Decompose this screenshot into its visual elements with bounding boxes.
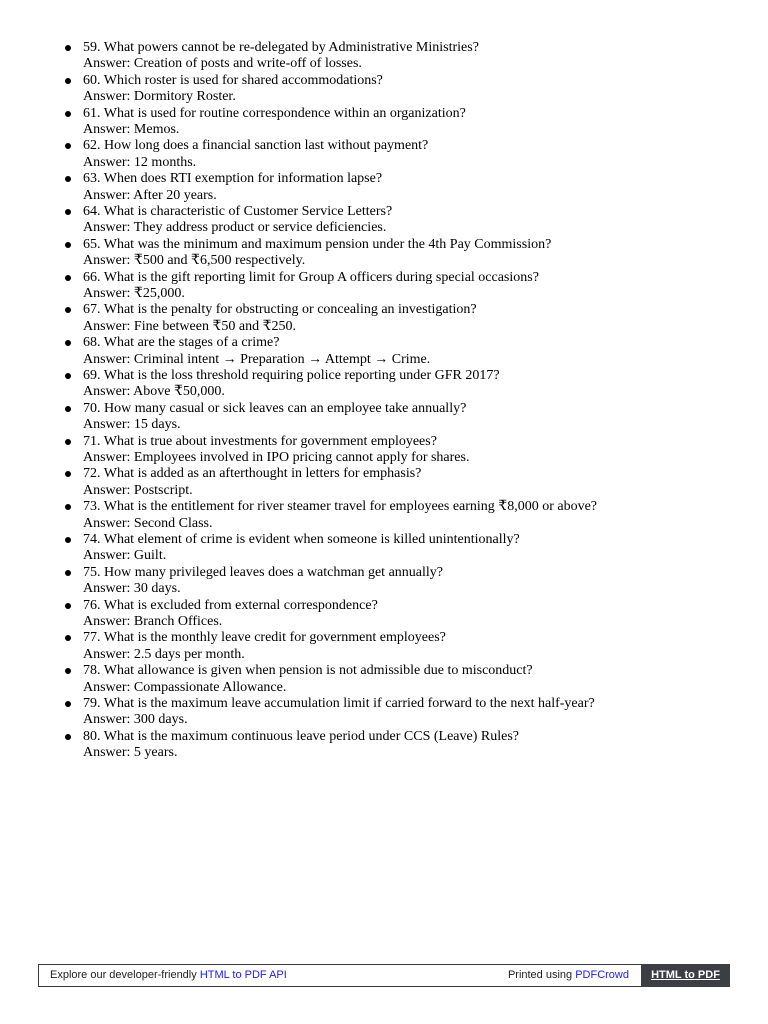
list-item [83,466,753,499]
list-item [83,204,753,237]
footer-printed-text: Printed using [507,969,576,981]
question-text: 76. What is excluded from external correspondence? [83,597,378,613]
answer-text: Answer: Branch Offices. [83,613,223,629]
bullet-icon [65,307,71,313]
list-item [83,499,753,532]
question-text: 77. What is the monthly leave credit for government employees? [83,630,446,646]
bullet-icon [65,143,71,149]
list-item [83,270,753,303]
list-item [83,630,753,663]
question-text: 73. What is the entitlement for river steamer travel for employees earning ₹8,000 or above? [83,499,598,515]
question-text: 78. What allowance is given when pension is not admissible due to misconduct? [83,663,533,679]
question-text: 62. How long does a financial sanction last without payment? [83,138,429,154]
list-item [83,40,753,73]
answer-text: Answer: Criminal intent → Preparation → Attempt → Crime. [83,351,431,367]
list-item [83,302,753,335]
answer-text: Answer: 300 days. [83,712,188,728]
bullet-icon [65,242,71,248]
list-item [83,598,753,631]
bullet-icon [65,734,71,740]
footer-printed [508,969,629,981]
bullet-icon [65,668,71,674]
bullet-icon [65,439,71,445]
answer-text: Answer: They address product or service deficiencies. [83,220,387,236]
list-item [83,171,753,204]
question-text: 63. When does RTI exemption for information lapse? [83,171,383,187]
list-item [83,335,753,368]
list-item [83,138,753,171]
answer-text: Answer: After 20 years. [83,187,217,203]
answer-text: Answer: Dormitory Roster. [83,89,236,105]
pdfcrowd-link[interactable]: PDFCrowd [575,969,629,981]
question-text: 60. Which roster is used for shared accommodations? [83,72,383,88]
list-item [83,434,753,467]
question-text: 70. How many casual or sick leaves can an employee take annually? [83,400,467,416]
list-item [83,696,753,729]
bullet-icon [65,176,71,182]
footer-explore [50,969,287,981]
footer-explore-text: Explore our developer-friendly [50,969,200,981]
bullet-icon [65,275,71,281]
list-item [83,729,753,762]
answer-text: Answer: 30 days. [83,581,181,597]
bullet-icon [65,111,71,117]
question-text: 79. What is the maximum leave accumulation limit if carried forward to the next half-year? [83,695,595,711]
question-text: 65. What was the minimum and maximum pension under the 4th Pay Commission? [83,236,552,252]
list-item [83,368,753,401]
question-text: 68. What are the stages of a crime? [83,335,280,351]
answer-text: Answer: ₹500 and ₹6,500 respectively. [83,253,306,269]
answer-text: Answer: Postscript. [83,482,193,498]
list-item [83,565,753,598]
question-text: 61. What is used for routine correspondence within an organization? [83,105,466,121]
bullet-icon [65,373,71,379]
question-text: 80. What is the maximum continuous leave period under CCS (Leave) Rules? [83,728,519,744]
bullet-icon [65,635,71,641]
answer-text: Answer: Memos. [83,122,180,137]
question-text: 74. What element of crime is evident when someone is killed unintentionally? [83,531,520,547]
bullet-icon [65,78,71,84]
question-text: 75. How many privileged leaves does a watchman get annually? [83,564,443,580]
list-item [83,237,753,270]
list-item [83,106,753,139]
html-to-pdf-api-link[interactable]: HTML to PDF API [199,969,287,981]
list-item [83,663,753,696]
answer-text: Answer: Second Class. [83,515,213,531]
bullet-icon [65,340,71,346]
question-text: 59. What powers cannot be re-delegated by Administrative Ministries? [83,40,479,55]
bullet-icon [65,537,71,543]
bullet-icon [65,406,71,412]
answer-text: Answer: Guilt. [83,548,167,564]
answer-text: Answer: 12 months. [83,154,197,170]
html-to-pdf-button[interactable]: HTML to PDF [641,964,730,987]
answer-text: Answer: Creation of posts and write-off of losses. [83,56,362,72]
answer-text: Answer: Compassionate Allowance. [83,679,287,695]
list-item [83,401,753,434]
question-text: 64. What is characteristic of Customer Service Letters? [83,203,393,219]
answer-text: Answer: 15 days. [83,417,181,433]
bullet-icon [65,570,71,576]
answer-text: Answer: ₹25,000. [83,285,185,301]
answer-text: Answer: Employees involved in IPO pricing cannot apply for shares. [83,449,470,465]
answer-text: Answer: 2.5 days per month. [83,646,245,662]
list-item [83,532,753,565]
list-item [83,73,753,106]
question-text: 69. What is the loss threshold requiring police reporting under GFR 2017? [83,367,500,383]
question-text: 66. What is the gift reporting limit for Group A officers during special occasions? [83,269,539,285]
pdf-footer-bar [38,964,730,987]
answer-text: Answer: Above ₹50,000. [83,384,225,400]
qa-list [0,40,753,762]
bullet-icon [65,209,71,215]
question-text: 72. What is added as an afterthought in letters for emphasis? [83,466,422,482]
bullet-icon [65,45,71,51]
question-text: 67. What is the penalty for obstructing or concealing an investigation? [83,302,477,318]
bullet-icon [65,603,71,609]
question-text: 71. What is true about investments for government employees? [83,433,437,449]
bullet-icon [65,504,71,510]
answer-text: Answer: Fine between ₹50 and ₹250. [83,318,296,334]
bullet-icon [65,701,71,707]
bullet-icon [65,471,71,477]
answer-text: Answer: 5 years. [83,745,178,761]
